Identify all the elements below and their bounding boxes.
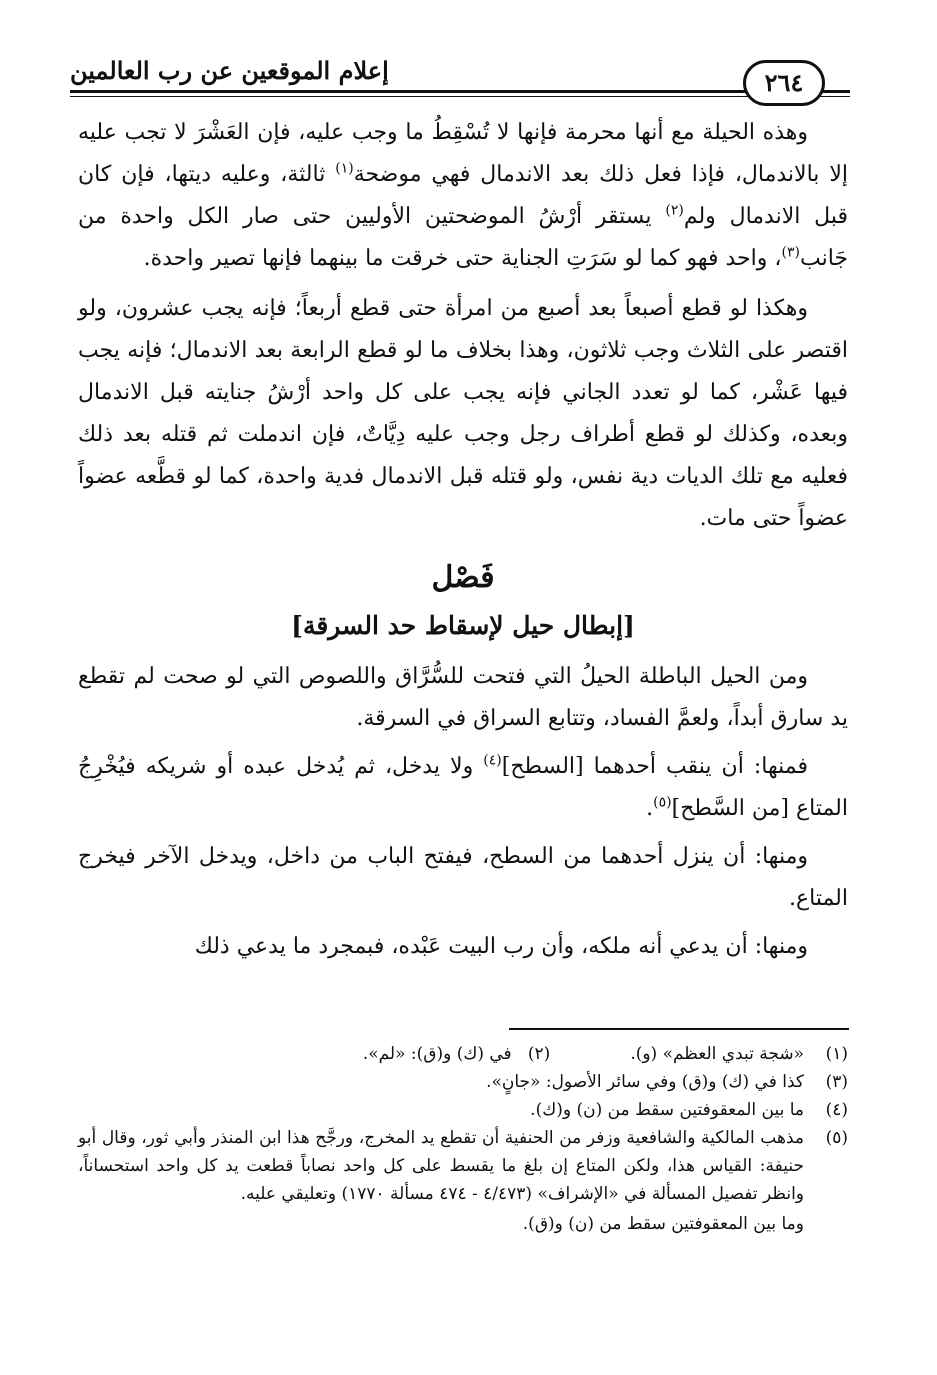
paragraph-4: [78, 746, 848, 830]
footnote-row-1-2: [78, 1040, 848, 1068]
section-heading: فَصْل: [431, 560, 495, 595]
footnote-3-text: كذا في (ك) و(ق) وفي سائر الأصول: «جانٍ».: [486, 1072, 804, 1092]
footnote-5-continuation: وما بين المعقوفتين سقط من (ن) و(ق).: [522, 1214, 804, 1234]
footnote-ref-1: (١): [335, 160, 354, 177]
footnote-ref-5: (٥): [653, 794, 672, 811]
footnote-ref-4: (٤): [483, 752, 502, 769]
footnote-3-number: (٣): [825, 1072, 848, 1092]
footnote-1-text: «شجة تبدي العظم» (و).: [630, 1044, 804, 1064]
paragraph-6: ومنها: أن يدعي أنه ملكه، وأن رب البيت عَبْده، فبمجرد ما يدعي ذلك: [194, 934, 808, 959]
page-number: ٢٦٤: [743, 60, 825, 106]
footnote-3: [78, 1068, 848, 1096]
footnote-ref-3: (٣): [781, 244, 800, 261]
paragraph-1: [78, 112, 848, 280]
paragraph-4-part-a: فمنها: أن ينقب أحدهما [السطح]: [501, 754, 808, 779]
footnote-1-2-body: [78, 1040, 804, 1068]
footnote-ref-2: (٢): [665, 202, 684, 219]
footnote-1-number: (١): [825, 1044, 848, 1064]
footnote-2-text: في (ك) و(ق): «لم».: [362, 1044, 512, 1064]
paragraph-4-part-b: ولا يدخل، ثم يُدخل عبده أو شريكه فيُخْرِجُ المتاع [من السَّطح]: [78, 754, 848, 821]
footnote-5-text: مذهب المالكية والشافعية وزفر من الحنفية أن تقطع يد المخرج، ورجَّح هذا ابن المنذر وأبي ثور، وقال أبو حنيفة: القياس هذا، ولكن المتاع إن بلغ ما يقسط على كل واحد نصاباً قطعت يد كل واحد استحساناً، وانظر تفصيل المسألة في «الإشراف» (٤/٤٧٣ - ٤٧٤ مسألة ١٧٧٠) وتعليقي عليه.: [78, 1128, 804, 1204]
main-text: [78, 112, 848, 968]
footnote-5: [78, 1124, 848, 1208]
paragraph-4-part-c: .: [646, 796, 654, 821]
header-rule-thin: [70, 96, 850, 97]
section-subheading: [إبطال حيل لإسقاط حد السرقة]: [291, 611, 635, 640]
footnotes: [78, 1040, 848, 1238]
footnote-5-number: (٥): [825, 1128, 848, 1148]
paragraph-1-part-d: ، واحد فهو كما لو سَرَتِ الجناية حتى خرقت ما بينهما فإنها تصير واحدة.: [143, 246, 782, 271]
paragraph-3: ومن الحيل الباطلة الحيلُ التي فتحت للسُّرَّاق واللصوص التي لو صحت لم تقطع يد سارق أبداً، ولعمَّ الفساد، وتتابع السراق في السرقة.: [78, 664, 848, 731]
footnote-2-number: (٢): [527, 1044, 551, 1064]
footnote-divider: [509, 1028, 849, 1030]
header-rule-thick: [70, 90, 850, 93]
footnote-4-text: ما بين المعقوفتين سقط من (ن) و(ك).: [530, 1100, 804, 1120]
book-title: إعلام الموقعين عن رب العالمين: [70, 56, 389, 85]
paragraph-1-part-a: وهذه الحيلة مع أنها محرمة فإنها لا تُسْقِطُ ما وجب عليه، فإن العَشْرَ لا تجب عليه إلا بالاندمال، فإذا فعل ذلك بعد الاندمال فهي موضحة: [78, 120, 848, 187]
footnote-4-number: (٤): [825, 1100, 848, 1120]
paragraph-1-part-c: يستقر أرْشُ الموضحتين الأوليين حتى صار الكل واحدة من جَانب: [78, 204, 848, 271]
paragraph-1-part-b: ثالثة، وعليه ديتها، فإن كان قبل الاندمال ولم: [78, 162, 849, 229]
paragraph-2: وهكذا لو قطع أصبعاً بعد أصبع من امرأة حتى قطع أربعاً؛ فإنه يجب عشرون، ولو اقتصر على الثلاث وجب ثلاثون، وهذا بخلاف ما لو قطع الرابعة بعد الاندمال؛ فإنه يجب فيها عَشْر، كما لو تعدد الجاني فإنه يجب على كل واحد أرْشُ جنايته قبل الاندمال وبعده، وكذلك لو قطع أطراف رجل وجب عليه دِيَّاتٌ، فإن اندملت ثم قتله بعد ذلك فعليه مع تلك الديات دية نفس، ولو قتله قبل الاندمال فدية واحدة، كما لو قطَّعه عضواً عضواً حتى مات.: [78, 296, 848, 531]
paragraph-5: ومنها: أن ينزل أحدهما من السطح، فيفتح الباب من داخل، ويدخل الآخر فيخرج المتاع.: [78, 844, 848, 911]
page-header: [70, 48, 850, 98]
footnote-4: [78, 1096, 848, 1124]
